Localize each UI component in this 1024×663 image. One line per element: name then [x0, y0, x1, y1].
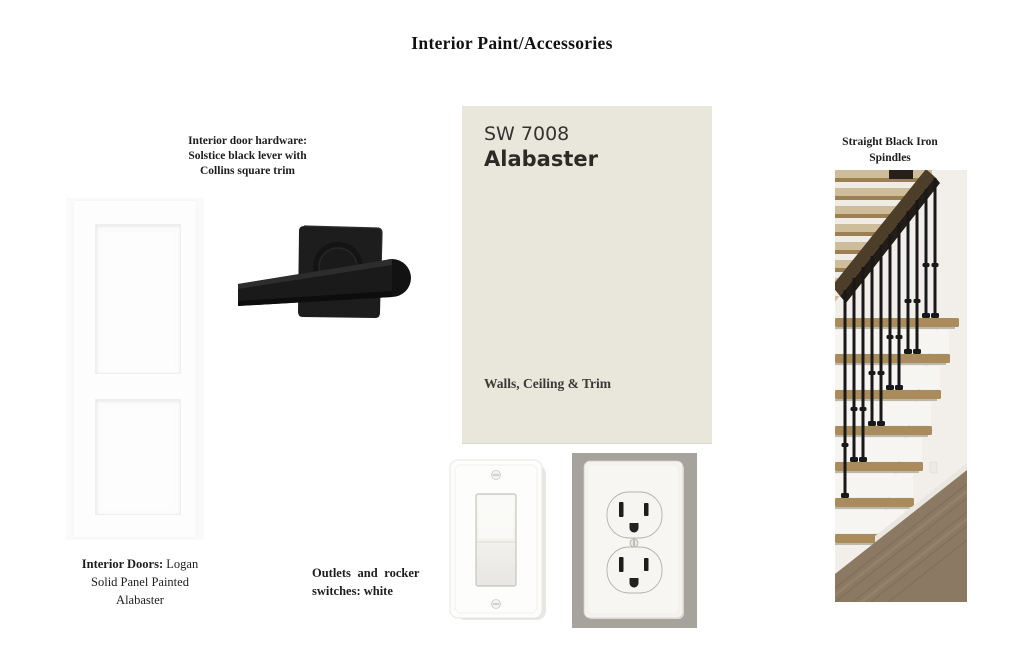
- receptacle-bottom: [607, 547, 662, 593]
- hardware-caption-line3: Collins square trim: [200, 165, 295, 177]
- center-screw: [630, 539, 638, 547]
- door-caption: [60, 555, 220, 609]
- wall-outlet-detail: [930, 462, 937, 473]
- hardware-caption-line2: Solstice black lever with: [188, 150, 307, 162]
- outlets-caption-line1: Outlets and rocker: [312, 566, 420, 580]
- door-caption-line2: Solid Panel Painted: [91, 575, 189, 589]
- spindles-caption: [820, 134, 960, 166]
- receptacle-top: [607, 492, 662, 538]
- door-lever-illustration: [232, 218, 417, 343]
- outlet-illustration: [572, 453, 697, 628]
- paint-code: SW 7008: [484, 123, 570, 145]
- rocker-switch-image: [448, 458, 548, 623]
- staircase-illustration: [835, 170, 967, 602]
- rocker-switch-illustration: [448, 458, 548, 623]
- door-bottom-panel: [95, 399, 181, 515]
- switch-screw-bottom: [492, 600, 501, 609]
- spindles-caption-line1: Straight Black Iron: [842, 136, 938, 148]
- neutral-slot: [619, 557, 624, 572]
- interior-door-image: [66, 198, 204, 540]
- door-caption-line1: Interior Doors: Logan: [81, 557, 199, 571]
- spindles-caption-line2: Spindles: [869, 152, 911, 164]
- switch-rocker: [476, 494, 516, 586]
- staircase-image: [835, 170, 967, 602]
- hot-slot: [644, 503, 649, 516]
- hardware-caption: [170, 134, 325, 179]
- door-slab: [74, 201, 196, 537]
- door-lever-image: [232, 218, 417, 343]
- ground-hole: [630, 578, 639, 588]
- outlets-caption-line2: switches: white: [312, 583, 393, 598]
- hardware-caption-line1: Interior door hardware:: [188, 135, 307, 147]
- paint-usage-label: Walls, Ceiling & Trim: [484, 376, 612, 391]
- ground-hole: [630, 523, 639, 533]
- paint-swatch: [462, 106, 712, 444]
- page-title: Interior Paint/Accessories: [411, 33, 613, 53]
- door-caption-line3: Alabaster: [116, 593, 164, 607]
- hot-slot: [644, 558, 649, 571]
- outlet-image: [572, 453, 697, 628]
- upper-rail-end: [889, 170, 913, 179]
- paint-name: Alabaster: [484, 147, 598, 171]
- outlets-caption: [312, 565, 430, 600]
- door-top-panel: [95, 224, 181, 374]
- neutral-slot: [619, 502, 624, 517]
- switch-screw-top: [492, 471, 501, 480]
